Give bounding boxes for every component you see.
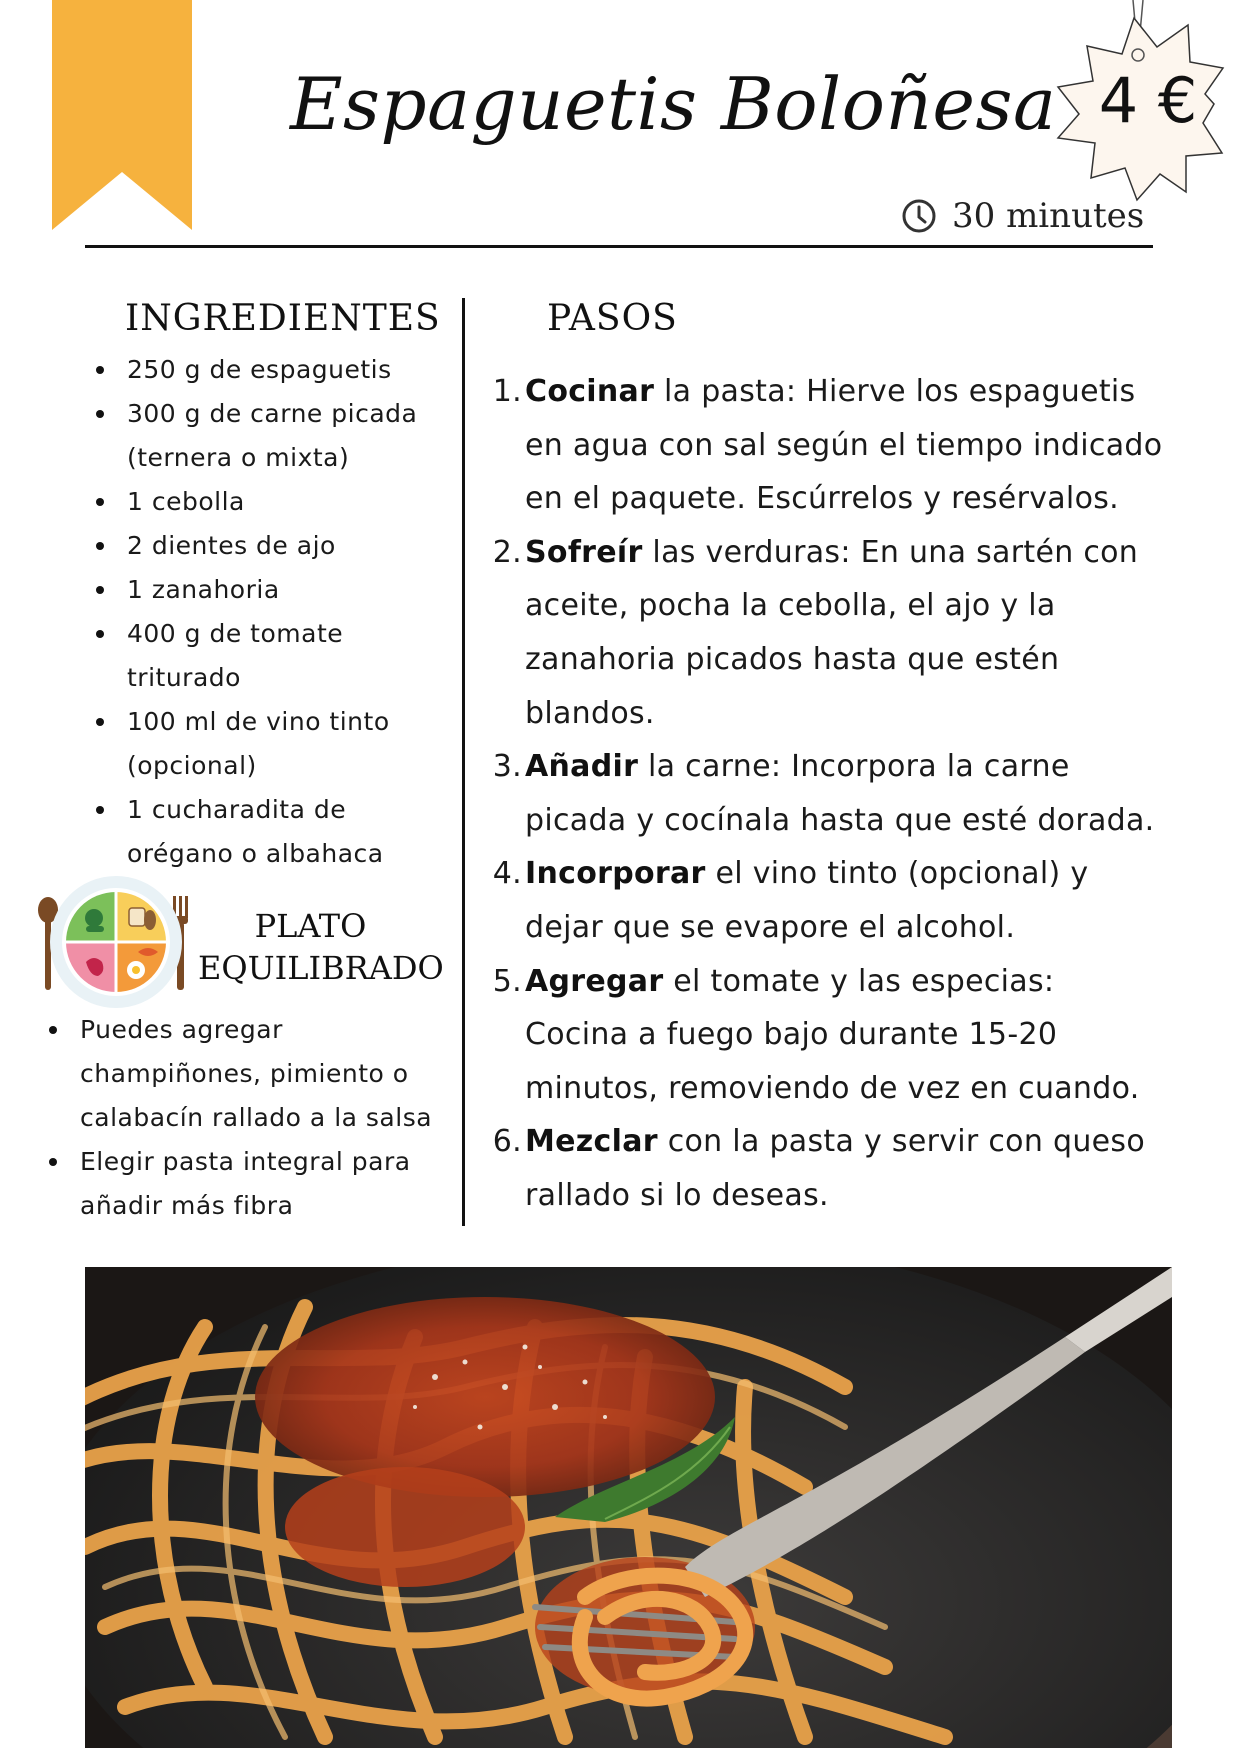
balanced-plate-icon xyxy=(34,870,198,1010)
step-item xyxy=(492,1115,1167,1222)
tips-list xyxy=(80,1008,460,1228)
ingredient-item: 1 cucharadita de orégano o albahaca xyxy=(127,788,457,876)
ingredient-item: 100 ml de vino tinto (opcional) xyxy=(127,700,457,788)
dish-photo xyxy=(85,1267,1172,1748)
ingredient-item: 1 zanahoria xyxy=(127,568,457,612)
step-verb: Agregar xyxy=(525,963,664,999)
column-divider xyxy=(462,298,465,1226)
clock-icon xyxy=(900,197,938,235)
step-number: 5. xyxy=(492,963,522,999)
bookmark-ribbon xyxy=(52,0,192,230)
step-verb: Añadir xyxy=(525,749,639,785)
step-verb: Mezclar xyxy=(525,1124,658,1160)
steps-heading: PASOS xyxy=(547,298,678,339)
step-number: 1. xyxy=(492,374,522,409)
step-number: 6. xyxy=(492,1124,522,1160)
step-item xyxy=(492,955,1167,1116)
cook-time: 30 minutes xyxy=(952,196,1145,236)
tip-item: Elegir pasta integral para añadir más fibra xyxy=(80,1140,460,1228)
step-text: la pasta: Hierve los espaguetis en agua con sal según el tiempo indicado en el paquete. Escúrrelos y resérvalos. xyxy=(525,374,1163,517)
step-item xyxy=(492,847,1167,954)
step-number: 3. xyxy=(492,749,522,785)
step-item xyxy=(492,526,1167,740)
step-item xyxy=(492,365,1167,526)
ingredient-item: 2 dientes de ajo xyxy=(127,524,457,568)
step-verb: Sofreír xyxy=(525,534,643,570)
step-text: las verduras: En una sartén con aceite, pocha la cebolla, el ajo y la zanahoria picados hasta que estén blandos. xyxy=(525,534,1139,731)
header-divider xyxy=(85,245,1153,248)
ingredient-item: 250 g de espaguetis xyxy=(127,348,457,392)
price-label: 4 € xyxy=(1098,64,1198,137)
step-item xyxy=(492,740,1167,847)
balanced-plate-heading: PLATO EQUILIBRADO xyxy=(198,907,444,987)
ingredient-item: 400 g de tomate triturado xyxy=(127,612,457,700)
ingredients-heading: INGREDIENTES xyxy=(125,298,441,339)
step-text: el tomate y las especias: Cocina a fuego bajo durante 15-20 minutos, removiendo de vez en cuando. xyxy=(525,963,1140,1106)
step-number: 2. xyxy=(492,534,522,570)
step-text: con la pasta y servir con queso rallado si lo deseas. xyxy=(525,1124,1145,1213)
step-verb: Cocinar xyxy=(525,374,655,409)
step-text: la carne: Incorpora la carne picada y cocínala hasta que esté dorada. xyxy=(525,749,1155,838)
ingredients-list xyxy=(127,348,457,876)
time-info xyxy=(900,194,1144,238)
ingredient-item: 1 cebolla xyxy=(127,480,457,524)
tip-item: Puedes agregar champiñones, pimiento o calabacín rallado a la salsa xyxy=(80,1008,460,1140)
step-number: 4. xyxy=(492,856,522,892)
ingredient-item: 300 g de carne picada (ternera o mixta) xyxy=(127,392,457,480)
step-text: el vino tinto (opcional) y dejar que se evapore el alcohol. xyxy=(525,856,1089,945)
steps-list xyxy=(492,365,1167,1223)
recipe-title: Espaguetis Boloñesa xyxy=(290,62,1057,146)
step-verb: Incorporar xyxy=(525,856,706,892)
